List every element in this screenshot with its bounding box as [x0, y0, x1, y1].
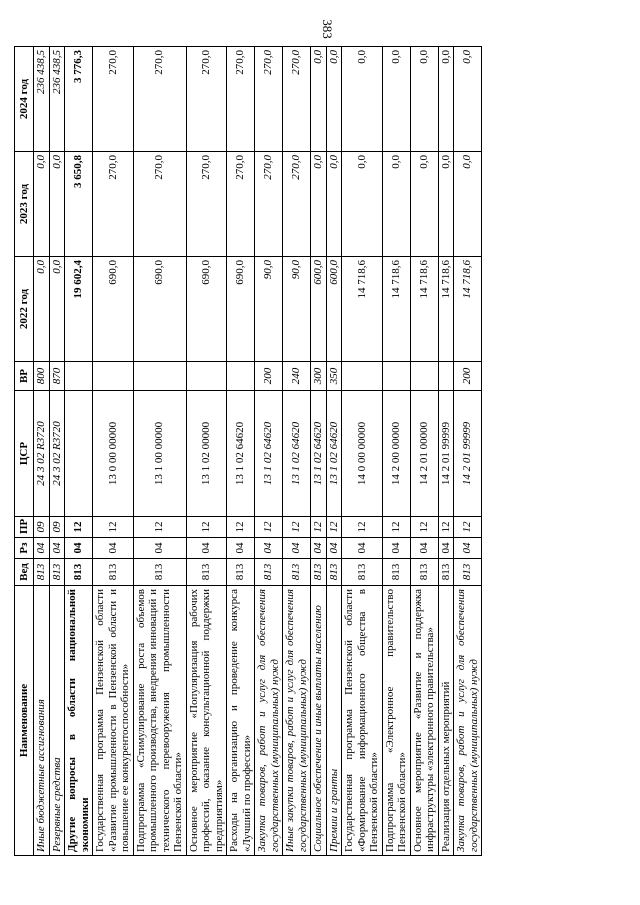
- cell-2023: 0,0: [438, 152, 454, 257]
- cell-2023: 270,0: [186, 152, 227, 257]
- table-row: [133, 47, 186, 856]
- cell-2023: 3 650,8: [65, 152, 93, 257]
- cell-ved: 813: [34, 559, 50, 586]
- cell-2022: 90,0: [283, 257, 311, 362]
- cell-ved: 813: [283, 559, 311, 586]
- cell-name: Реализация отдельных мероприятий: [438, 586, 454, 856]
- cell-vr: [410, 362, 438, 391]
- cell-name: Премии и гранты: [326, 586, 342, 856]
- cell-2023: 0,0: [454, 152, 482, 257]
- cell-name: Закупка товаров, работ и услуг для обеспечения государственных (муниципальных) нужд: [255, 586, 283, 856]
- cell-rz: 04: [93, 538, 134, 559]
- cell-csr: 13 1 00 00000: [133, 391, 186, 517]
- cell-pr: 12: [326, 517, 342, 538]
- cell-2022: 90,0: [255, 257, 283, 362]
- cell-ved: 813: [342, 559, 383, 586]
- page-number: 383: [320, 19, 335, 39]
- cell-rz: 04: [186, 538, 227, 559]
- cell-rz: 04: [438, 538, 454, 559]
- cell-rz: 04: [133, 538, 186, 559]
- cell-2022: 14 718,6: [438, 257, 454, 362]
- cell-ved: 813: [93, 559, 134, 586]
- cell-rz: 04: [227, 538, 255, 559]
- cell-name: Основное мероприятие «Популяризация рабочих профессий, оказание консультационной поддержки предприятиям»: [186, 586, 227, 856]
- cell-pr: 12: [382, 517, 410, 538]
- cell-name: Другие вопросы в области национальной экономики: [65, 586, 93, 856]
- cell-rz: 04: [410, 538, 438, 559]
- header-name: Наименование: [15, 586, 34, 856]
- table-row: [255, 47, 283, 856]
- cell-rz: 04: [326, 538, 342, 559]
- cell-2023: 0,0: [410, 152, 438, 257]
- cell-2024: 0,0: [342, 47, 383, 152]
- cell-2024: 270,0: [93, 47, 134, 152]
- table-row: [438, 47, 454, 856]
- header-rz: Рз: [15, 538, 34, 559]
- cell-2022: 0,0: [34, 257, 50, 362]
- cell-name: Государственная программа Пензенской области «Развитие промышленности в Пензенской области и повышение ее конкурентоспособности»: [93, 586, 134, 856]
- cell-name: Закупка товаров, работ и услуг для обеспечения государственных (муниципальных) нужд: [454, 586, 482, 856]
- cell-vr: [93, 362, 134, 391]
- cell-ved: 813: [311, 559, 327, 586]
- cell-2024: 0,0: [410, 47, 438, 152]
- cell-rz: 04: [65, 538, 93, 559]
- cell-vr: [438, 362, 454, 391]
- cell-2024: 270,0: [283, 47, 311, 152]
- cell-pr: 12: [255, 517, 283, 538]
- cell-2024: 270,0: [227, 47, 255, 152]
- cell-rz: 04: [342, 538, 383, 559]
- cell-csr: 14 2 01 00000: [410, 391, 438, 517]
- header-2023: 2023 год: [15, 152, 34, 257]
- cell-vr: 350: [326, 362, 342, 391]
- cell-csr: 13 1 02 64620: [255, 391, 283, 517]
- cell-2023: 270,0: [227, 152, 255, 257]
- cell-2024: 270,0: [186, 47, 227, 152]
- cell-csr: 24 3 02 R3720: [49, 391, 65, 517]
- header-vr: ВР: [15, 362, 34, 391]
- cell-2022: 0,0: [49, 257, 65, 362]
- cell-2024: 270,0: [255, 47, 283, 152]
- cell-rz: 04: [283, 538, 311, 559]
- cell-vr: 200: [255, 362, 283, 391]
- cell-ved: 813: [49, 559, 65, 586]
- cell-2022: 690,0: [227, 257, 255, 362]
- table-row: [382, 47, 410, 856]
- cell-2022: 14 718,6: [454, 257, 482, 362]
- cell-2022: 690,0: [186, 257, 227, 362]
- cell-rz: 04: [382, 538, 410, 559]
- cell-csr: 14 2 00 00000: [382, 391, 410, 517]
- cell-ved: 813: [438, 559, 454, 586]
- cell-csr: 13 1 02 64620: [311, 391, 327, 517]
- cell-pr: 12: [438, 517, 454, 538]
- header-pr: ПР: [15, 517, 34, 538]
- cell-ved: 813: [454, 559, 482, 586]
- cell-2022: 14 718,6: [410, 257, 438, 362]
- table-row: [454, 47, 482, 856]
- cell-rz: 04: [34, 538, 50, 559]
- cell-csr: 13 0 00 00000: [93, 391, 134, 517]
- table-row: [34, 47, 50, 856]
- cell-name: Расходы на организацию и проведение конкурса «Лучший по профессии»: [227, 586, 255, 856]
- cell-ved: 813: [326, 559, 342, 586]
- table-body: [34, 47, 482, 856]
- cell-rz: 04: [454, 538, 482, 559]
- cell-ved: 813: [227, 559, 255, 586]
- cell-csr: [65, 391, 93, 517]
- cell-vr: [227, 362, 255, 391]
- cell-2022: 600,0: [311, 257, 327, 362]
- cell-vr: [186, 362, 227, 391]
- cell-csr: 14 2 01 99999: [438, 391, 454, 517]
- cell-2022: 14 718,6: [342, 257, 383, 362]
- cell-2023: 270,0: [283, 152, 311, 257]
- cell-2024: 270,0: [133, 47, 186, 152]
- table-row: [311, 47, 327, 856]
- table-row: [93, 47, 134, 856]
- cell-2022: 690,0: [133, 257, 186, 362]
- cell-2023: 270,0: [93, 152, 134, 257]
- cell-pr: 12: [342, 517, 383, 538]
- cell-2024: 3 776,3: [65, 47, 93, 152]
- cell-csr: 24 3 02 R3720: [34, 391, 50, 517]
- cell-rz: 04: [311, 538, 327, 559]
- cell-pr: 12: [186, 517, 227, 538]
- header-csr: ЦСР: [15, 391, 34, 517]
- table-row: [283, 47, 311, 856]
- cell-vr: 800: [34, 362, 50, 391]
- cell-pr: 09: [49, 517, 65, 538]
- cell-name: Подпрограмма «Электронное правительство Пензенской области»: [382, 586, 410, 856]
- cell-csr: 13 1 02 64620: [326, 391, 342, 517]
- cell-ved: 813: [410, 559, 438, 586]
- cell-vr: 200: [454, 362, 482, 391]
- cell-vr: 870: [49, 362, 65, 391]
- cell-csr: 13 1 02 64620: [283, 391, 311, 517]
- cell-ved: 813: [186, 559, 227, 586]
- header-2022: 2022 год: [15, 257, 34, 362]
- cell-2023: 0,0: [326, 152, 342, 257]
- cell-name: Основное мероприятие «Развитие и поддержка инфраструктуры «электронного правительства»: [410, 586, 438, 856]
- table-row: [49, 47, 65, 856]
- cell-2024: 236 438,5: [49, 47, 65, 152]
- cell-vr: [382, 362, 410, 391]
- cell-2024: 0,0: [382, 47, 410, 152]
- cell-name: Государственная программа Пензенской области «Формирование информационного общества в Пензенской области»: [342, 586, 383, 856]
- table-header-row: [15, 47, 34, 856]
- cell-ved: 813: [65, 559, 93, 586]
- budget-table: [14, 46, 482, 856]
- cell-2023: 0,0: [49, 152, 65, 257]
- cell-pr: 12: [454, 517, 482, 538]
- cell-pr: 12: [133, 517, 186, 538]
- cell-2024: 0,0: [454, 47, 482, 152]
- header-2024: 2024 год: [15, 47, 34, 152]
- cell-pr: 12: [65, 517, 93, 538]
- cell-2023: 0,0: [382, 152, 410, 257]
- table-row: [227, 47, 255, 856]
- cell-pr: 12: [410, 517, 438, 538]
- cell-pr: 12: [283, 517, 311, 538]
- rotated-table-container: [14, 46, 626, 856]
- cell-2023: 0,0: [34, 152, 50, 257]
- cell-2024: 236 438,5: [34, 47, 50, 152]
- cell-rz: 04: [255, 538, 283, 559]
- cell-pr: 09: [34, 517, 50, 538]
- cell-vr: [133, 362, 186, 391]
- cell-csr: 13 1 02 64620: [227, 391, 255, 517]
- cell-pr: 12: [93, 517, 134, 538]
- table-row: [65, 47, 93, 856]
- cell-ved: 813: [255, 559, 283, 586]
- cell-2023: 0,0: [311, 152, 327, 257]
- cell-pr: 12: [311, 517, 327, 538]
- header-ved: Вед: [15, 559, 34, 586]
- cell-2024: 0,0: [438, 47, 454, 152]
- cell-vr: 240: [283, 362, 311, 391]
- table-row: [342, 47, 383, 856]
- cell-csr: 13 1 02 00000: [186, 391, 227, 517]
- cell-2022: 600,0: [326, 257, 342, 362]
- cell-vr: [65, 362, 93, 391]
- cell-2023: 0,0: [342, 152, 383, 257]
- cell-2022: 19 602,4: [65, 257, 93, 362]
- table-row: [326, 47, 342, 856]
- cell-name: Резервные средства: [49, 586, 65, 856]
- cell-vr: 300: [311, 362, 327, 391]
- cell-2024: 0,0: [311, 47, 327, 152]
- cell-csr: 14 0 00 00000: [342, 391, 383, 517]
- cell-2023: 270,0: [133, 152, 186, 257]
- cell-ved: 813: [382, 559, 410, 586]
- cell-ved: 813: [133, 559, 186, 586]
- cell-name: Иные бюджетные ассигнования: [34, 586, 50, 856]
- cell-2022: 14 718,6: [382, 257, 410, 362]
- table-row: [410, 47, 438, 856]
- cell-2024: 0,0: [326, 47, 342, 152]
- cell-vr: [342, 362, 383, 391]
- cell-name: Подпрограмма «Стимулирование роста объемов промышленного производства, внедрения инноваций и технического перевооружения промышленности Пензенской области»: [133, 586, 186, 856]
- cell-name: Иные закупки товаров, работ и услуг для обеспечения государственных (муниципальных) нужд: [283, 586, 311, 856]
- cell-2022: 690,0: [93, 257, 134, 362]
- table-row: [186, 47, 227, 856]
- cell-csr: 14 2 01 99999: [454, 391, 482, 517]
- cell-rz: 04: [49, 538, 65, 559]
- cell-pr: 12: [227, 517, 255, 538]
- cell-name: Социальное обеспечение и иные выплаты населению: [311, 586, 327, 856]
- cell-2023: 270,0: [255, 152, 283, 257]
